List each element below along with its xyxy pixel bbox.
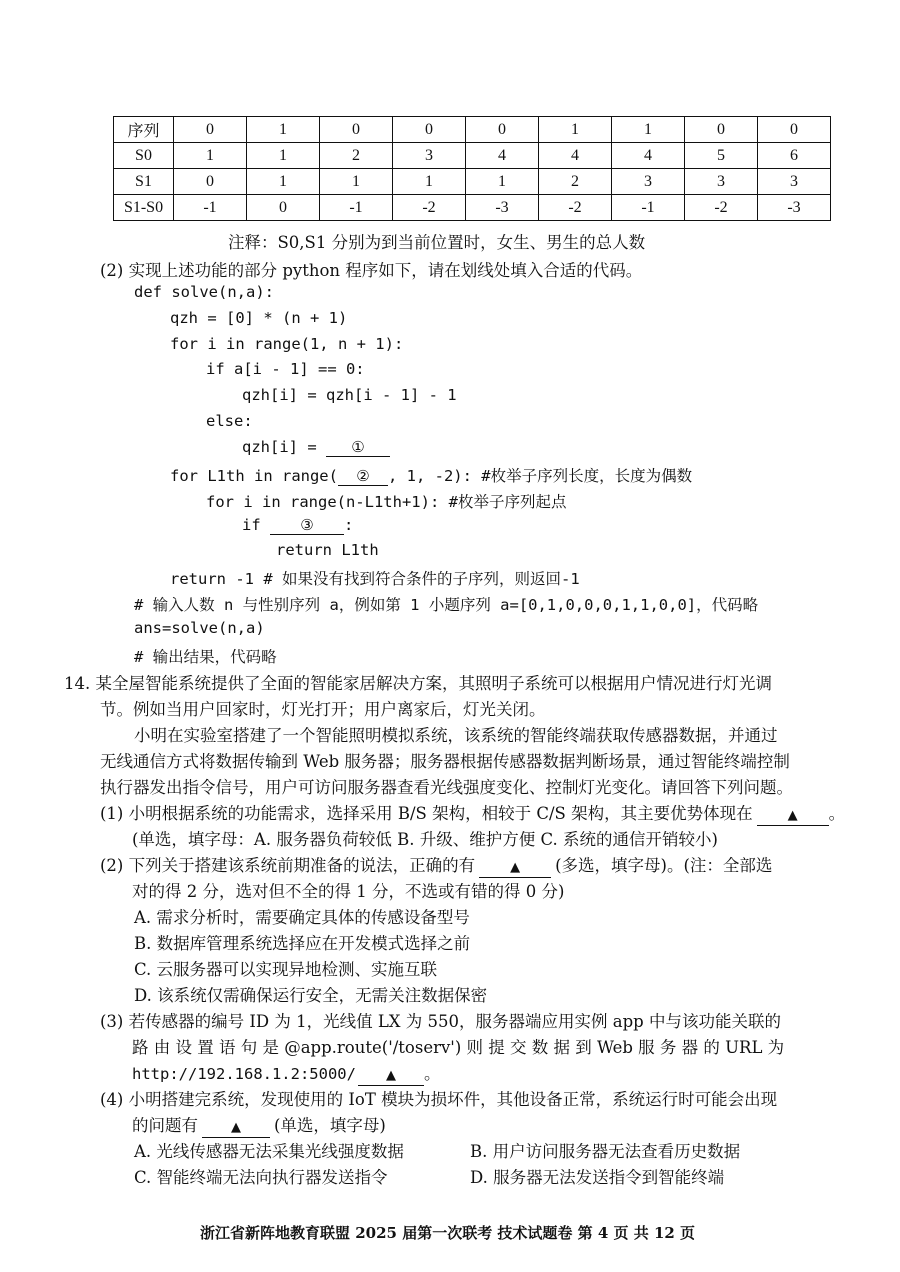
q14-sub1-line2: (单选，填字母：A. 服务器负荷较低 B. 升级、维护方便 C. 系统的通信开销较小)	[132, 830, 718, 849]
table-cell: 1	[247, 143, 320, 169]
row-header: S0	[114, 143, 174, 169]
answer-blank-4[interactable]: ▲	[202, 1119, 270, 1138]
code-line-comment-input: # 输入人数 n 与性别序列 a，例如第 1 小题序列 a=[0,1,0,0,0,1,1,0,0]，代码略	[134, 596, 759, 614]
sequence-table	[113, 116, 831, 221]
code-text: qzh[i] =	[242, 438, 326, 456]
q14-sub4-line1: (4) 小明搭建完系统，发现使用的 IoT 模块为损坏件，其他设备正常，系统运行时可能会出现	[100, 1090, 778, 1109]
table-row	[114, 169, 831, 195]
table-cell: 1	[393, 169, 466, 195]
code-line-blank2	[170, 464, 692, 486]
table-cell: 1	[539, 117, 612, 143]
table-cell: -2	[393, 195, 466, 221]
table-cell: 0	[174, 169, 247, 195]
code-text: , 1, -2): #枚举子序列长度，长度为偶数	[387, 467, 693, 485]
q14-sub2-option-a: A. 需求分析时，需要确定具体的传感设备型号	[134, 908, 470, 927]
question-text: 的问题有	[132, 1116, 198, 1135]
code-line-blank3	[242, 516, 353, 535]
q14-sub2-option-c: C. 云服务器可以实现异地检测、实施互联	[134, 960, 438, 979]
table-cell: -2	[539, 195, 612, 221]
q14-para1-line1: 14. 某全屋智能系统提供了全面的智能家居解决方案，其照明子系统可以根据用户情况进行灯光调	[64, 674, 772, 693]
blank-2[interactable]: ②	[338, 467, 388, 486]
code-line-else: else:	[206, 412, 253, 430]
q14-sub2-line2: 对的得 2 分，选对但不全的得 1 分，不选或有错的得 0 分)	[132, 882, 565, 901]
q14-para2-line1: 小明在实验室搭建了一个智能照明模拟系统，该系统的智能终端获取传感器数据，并通过	[134, 726, 778, 745]
table-row	[114, 195, 831, 221]
question-text: (2) 下列关于搭建该系统前期准备的说法，正确的有	[100, 856, 476, 875]
table-cell: 2	[539, 169, 612, 195]
q13-part2-intro: (2) 实现上述功能的部分 python 程序如下，请在划线处填入合适的代码。	[100, 261, 643, 280]
table-row	[114, 117, 831, 143]
table-cell: 0	[758, 117, 831, 143]
code-line-return-neg: return -1 # 如果没有找到符合条件的子序列，则返回-1	[170, 570, 580, 588]
table-cell: 0	[174, 117, 247, 143]
question-text: (单选，填字母)	[274, 1116, 386, 1135]
code-line-comment-output: # 输出结果，代码略	[134, 648, 277, 666]
table-cell: 3	[612, 169, 685, 195]
code-line-inner-for: for i in range(n-L1th+1): #枚举子序列起点	[206, 493, 567, 511]
q14-para1-line2: 节。例如当用户回家时，灯光打开；用户离家后，灯光关闭。	[100, 700, 546, 719]
question-text: (1) 小明根据系统的功能需求，选择采用 B/S 架构，相较于 C/S 架构，其主要优势体现在	[100, 804, 753, 823]
answer-blank-2[interactable]: ▲	[479, 859, 551, 878]
q14-sub4-option-d: D. 服务器无法发送指令到智能终端	[470, 1168, 725, 1187]
code-line-qzh-minus: qzh[i] = qzh[i - 1] - 1	[242, 386, 457, 404]
table-cell: 2	[320, 143, 393, 169]
table-cell: 4	[466, 143, 539, 169]
table-cell: 0	[685, 117, 758, 143]
code-line-ans: ans=solve(n,a)	[134, 619, 265, 637]
table-cell: 4	[539, 143, 612, 169]
table-cell: 1	[466, 169, 539, 195]
table-cell: -3	[758, 195, 831, 221]
q14-sub1-line1	[100, 800, 845, 826]
period: 。	[423, 1064, 441, 1083]
question-text: (多选，填字母)。(注：全部选	[555, 856, 773, 875]
q14-sub3-line3	[132, 1060, 440, 1086]
q14-sub4-option-c: C. 智能终端无法向执行器发送指令	[134, 1168, 388, 1187]
table-cell: -1	[612, 195, 685, 221]
answer-blank-3[interactable]: ▲	[358, 1067, 424, 1086]
page-footer: 浙江省新阵地教育联盟 2025 届第一次联考 技术试题卷 第 4 页 共 12 页	[200, 1224, 696, 1242]
blank-3[interactable]: ③	[270, 516, 344, 535]
table-cell: 0	[320, 117, 393, 143]
table-cell: 4	[612, 143, 685, 169]
code-line-def: def solve(n,a):	[134, 283, 274, 301]
table-cell: 3	[393, 143, 466, 169]
table-row	[114, 143, 831, 169]
table-cell: 1	[247, 169, 320, 195]
q14-sub3-line2: 路 由 设 置 语 句 是 @app.route('/toserv') 则 提 交 数 据 到 Web 服 务 器 的 URL 为	[132, 1038, 785, 1057]
table-cell: -3	[466, 195, 539, 221]
answer-blank-1[interactable]: ▲	[757, 807, 829, 826]
table-cell: -1	[174, 195, 247, 221]
table-cell: 3	[685, 169, 758, 195]
table-cell: -1	[320, 195, 393, 221]
table-cell: 0	[466, 117, 539, 143]
table-cell: 5	[685, 143, 758, 169]
code-line-for-loop: for i in range(1, n + 1):	[170, 335, 404, 353]
row-header: S1	[114, 169, 174, 195]
q14-sub3-line1: (3) 若传感器的编号 ID 为 1，光线值 LX 为 550，服务器端应用实例 app 中与该功能关联的	[100, 1012, 781, 1031]
q14-sub2-option-b: B. 数据库管理系统选择应在开发模式选择之前	[134, 934, 471, 953]
table-cell: 6	[758, 143, 831, 169]
table-cell: 1	[612, 117, 685, 143]
q14-para2-line2: 无线通信方式将数据传输到 Web 服务器；服务器根据传感器数据判断场景，通过智能终端控制	[100, 752, 790, 771]
period: 。	[828, 804, 846, 823]
table-cell: 1	[174, 143, 247, 169]
code-text: for L1th in range(	[170, 467, 338, 485]
q14-sub4-option-b: B. 用户访问服务器无法查看历史数据	[470, 1142, 741, 1161]
table-cell: 0	[247, 195, 320, 221]
table-cell: -2	[685, 195, 758, 221]
table-cell: 3	[758, 169, 831, 195]
code-line-blank1	[242, 438, 390, 457]
q14-sub2-option-d: D. 该系统仅需确保运行安全，无需关注数据保密	[134, 986, 488, 1005]
code-line-if: if a[i - 1] == 0:	[206, 360, 365, 378]
code-line-return: return L1th	[276, 541, 379, 559]
table-cell: 1	[320, 169, 393, 195]
code-text: :	[344, 516, 354, 534]
q14-para2-line3: 执行器发出指令信号，用户可访问服务器查看光线强度变化、控制灯光变化。请回答下列问题。	[100, 778, 793, 797]
code-line-qzh-init: qzh = [0] * (n + 1)	[170, 309, 348, 327]
q14-sub2-line1	[100, 852, 772, 878]
code-text: if	[242, 516, 270, 534]
row-header: S1-S0	[114, 195, 174, 221]
q14-sub4-line2	[132, 1112, 386, 1138]
table-cell: 0	[393, 117, 466, 143]
q14-sub4-option-a: A. 光线传感器无法采集光线强度数据	[134, 1142, 404, 1161]
table-note: 注释：S0,S1 分别为到当前位置时，女生、男生的总人数	[228, 233, 646, 252]
row-header: 序列	[114, 117, 174, 143]
blank-1[interactable]: ①	[326, 438, 390, 457]
url-prefix: http://192.168.1.2:5000/	[132, 1065, 356, 1083]
table-cell: 1	[247, 117, 320, 143]
